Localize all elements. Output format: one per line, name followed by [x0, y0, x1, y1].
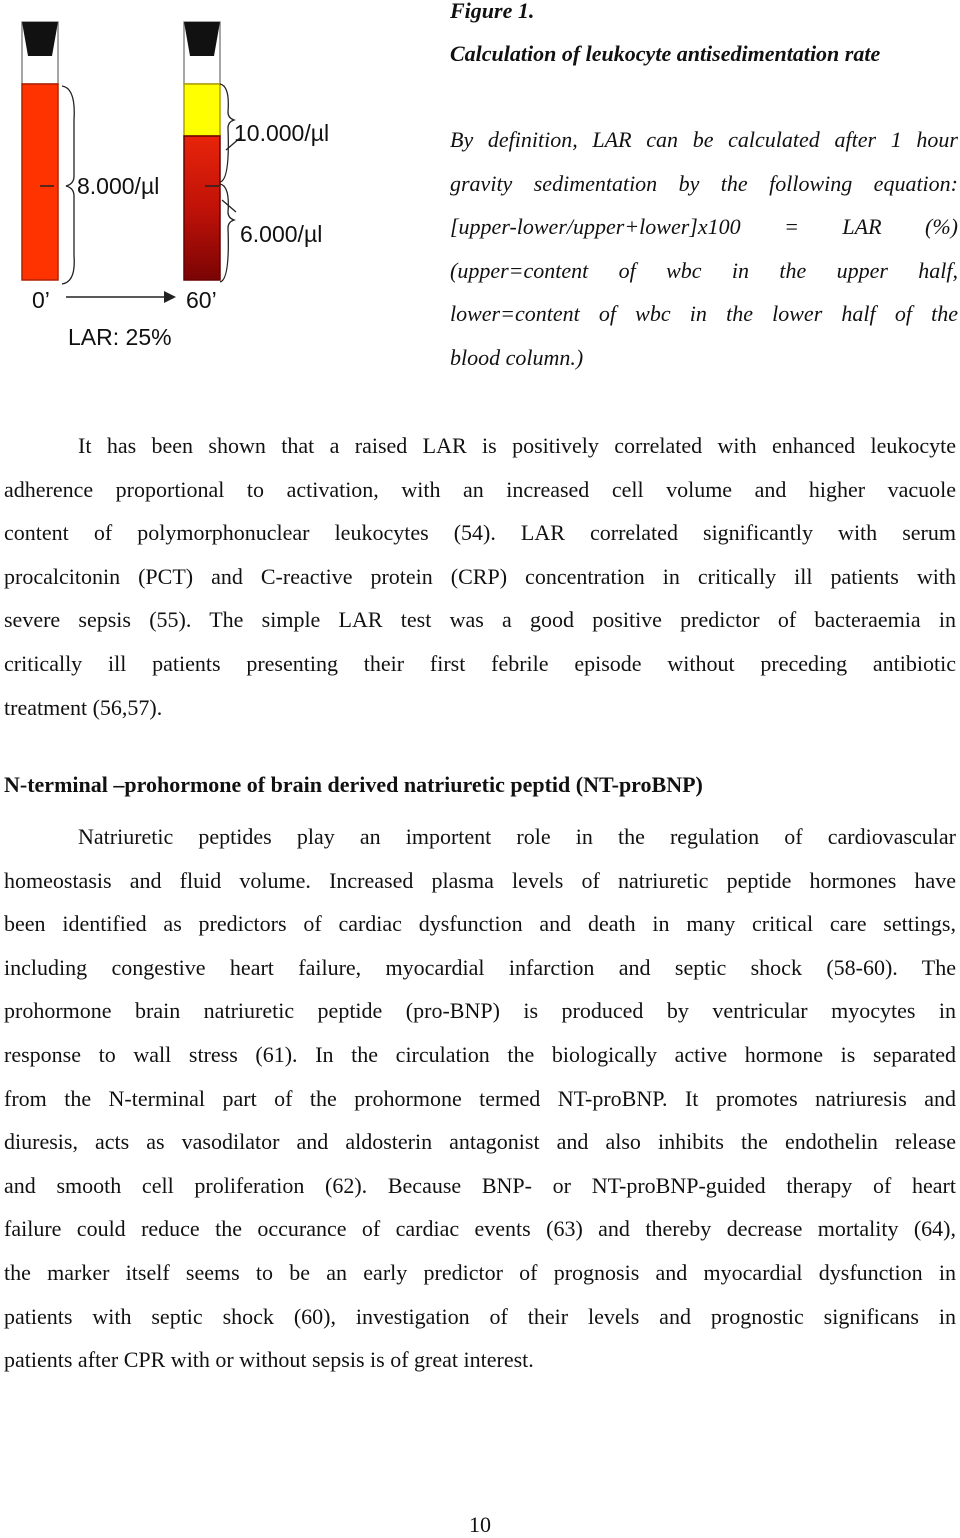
paragraph-line: from the N-terminal part of the prohormone termed NT-proBNP. It promotes natriuresis and: [4, 1085, 956, 1111]
left-brace: [62, 86, 74, 284]
figure-title: Figure 1.: [450, 0, 535, 23]
paragraph-line: treatment (56,57).: [4, 694, 163, 720]
paragraph-line: critically ill patients presenting their first febrile episode without preceding antibiotic: [4, 650, 956, 676]
right-lower-brace: [220, 184, 234, 282]
figure-description-line: [upper-lower/upper+lower]x100 = LAR (%): [450, 214, 958, 240]
page-number: 10: [469, 1512, 491, 1537]
figure-description: [450, 118, 958, 380]
paragraph-line: been identified as predictors of cardiac dysfunction and death in many critical care settings,: [4, 911, 956, 937]
right-tube-cap: [184, 22, 220, 56]
paragraph-line: prohormone brain natriuretic peptide (pro-BNP) is produced by ventricular myocytes in: [4, 998, 956, 1024]
time-end-label: 60’: [186, 287, 217, 313]
right-upper-brace: [220, 84, 234, 182]
paragraph-line: including congestive heart failure, myocardial infarction and septic shock (58-60). The: [4, 954, 956, 980]
right-tube-plasma: [184, 84, 220, 136]
figure-description-line: lower=content of wbc in the lower half of the: [450, 301, 958, 327]
paragraph-line: failure could reduce the occurance of cardiac events (63) and thereby decrease mortality (64),: [4, 1216, 956, 1242]
paragraph-line: severe sepsis (55). The simple LAR test was a good positive predictor of bacteraemia in: [4, 607, 956, 633]
sedimentation-diagram: [0, 0, 440, 370]
paragraph-line: response to wall stress (61). In the circulation the biologically active hormone is separated: [4, 1041, 956, 1067]
right-lower-value: 6.000/µl: [240, 221, 323, 247]
right-upper-value: 10.000/µl: [234, 120, 330, 146]
paragraph-line: and smooth cell proliferation (62). Because BNP- or NT-proBNP-guided therapy of heart: [4, 1172, 956, 1198]
left-tube: [22, 22, 58, 280]
left-tube-value: 8.000/µl: [77, 173, 160, 199]
section-heading: N-terminal –prohormone of brain derived natriuretic peptid (NT-proBNP): [4, 772, 703, 797]
lar-result-label: LAR: 25%: [68, 324, 172, 350]
figure-description-line: By definition, LAR can be calculated after 1 hour: [450, 127, 958, 152]
paragraph-line: procalcitonin (PCT) and C-reactive protein (CRP) concentration in critically ill patients with: [4, 563, 956, 589]
paragraph-line: Natriuretic peptides play an importent role in the regulation of cardiovascular: [78, 824, 956, 849]
left-tube-cap: [22, 22, 58, 56]
left-tube-blood: [22, 84, 58, 280]
paragraph-line: homeostasis and fluid volume. Increased plasma levels of natriuretic peptide hormones have: [4, 867, 956, 893]
paragraph-line: content of polymorphonuclear leukocytes (54). LAR correlated significantly with serum: [4, 520, 956, 546]
time-start-label: 0’: [32, 287, 50, 313]
figure-description-line: gravity sedimentation by the following equation:: [450, 170, 958, 196]
right-tube: [184, 22, 220, 280]
right-tube-blood: [184, 136, 220, 280]
paragraph-line: diuresis, acts as vasodilator and aldosterin antagonist and also inhibits the endothelin release: [4, 1129, 956, 1155]
paragraph-line: adherence proportional to activation, with an increased cell volume and higher vacuole: [4, 476, 956, 502]
paragraph-line: patients after CPR with or without sepsis is of great interest.: [4, 1347, 534, 1373]
figure-description-line: blood column.): [450, 344, 584, 370]
paragraph-line: the marker itself seems to be an early predictor of prognosis and myocardial dysfunction in: [4, 1259, 956, 1285]
paragraph-line: It has been shown that a raised LAR is positively correlated with enhanced leukocyte: [78, 433, 956, 458]
paragraph-line: patients with septic shock (60), investigation of their levels and prognostic significans in: [4, 1303, 956, 1329]
figure-subtitle: Calculation of leukocyte antisedimentation rate: [450, 41, 881, 66]
paragraph-lar: [4, 424, 956, 729]
paragraph-ntprobnp: [4, 815, 956, 1382]
figure-description-line: (upper=content of wbc in the upper half,: [450, 257, 958, 283]
